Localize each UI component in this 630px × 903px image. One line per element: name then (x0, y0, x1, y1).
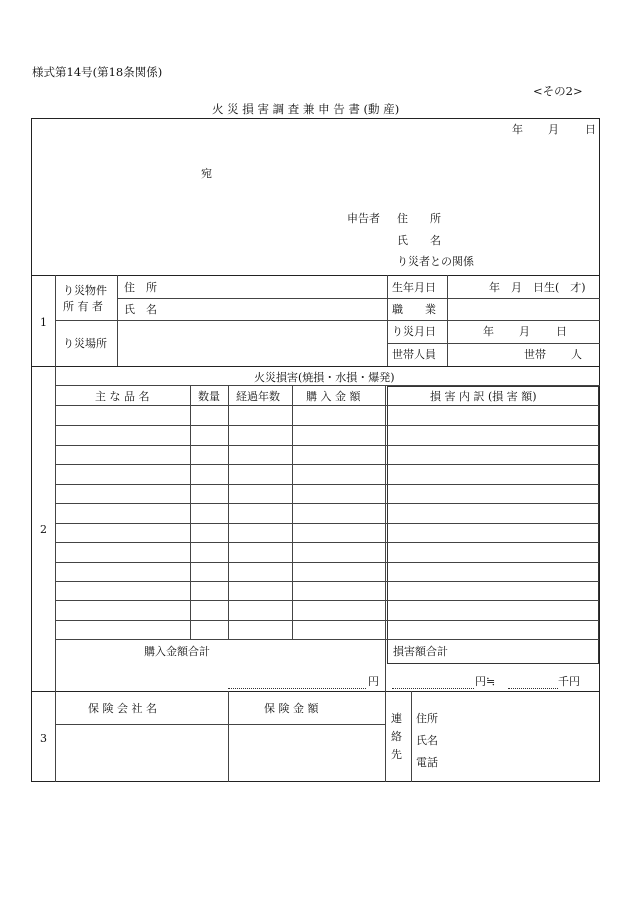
household-unit2: 人 (571, 348, 582, 361)
fire-date-label: り災月日 (392, 325, 436, 338)
contact-phone-label: 電話 (416, 756, 438, 769)
section3-number: 3 (40, 732, 47, 745)
form-id: 様式第14号(第18条関係) (32, 65, 163, 79)
fire-place-label: り災場所 (63, 337, 107, 350)
contact-name-label: 氏名 (416, 734, 438, 747)
owner-label-1: り災物件 (63, 284, 107, 297)
owner-address-label: 住 所 (124, 281, 157, 294)
owner-name-label: 氏 名 (124, 303, 157, 316)
insurer-header: 保 険 会 社 名 (88, 702, 157, 715)
job-label: 職 業 (392, 303, 436, 316)
reporter-label: 申告者 (347, 212, 380, 225)
col-item-header: 主 な 品 名 (95, 390, 150, 403)
date-month: 月 (548, 123, 559, 136)
total-purchase-label: 購入金額合計 (144, 645, 210, 658)
household-unit1: 世帯 (524, 348, 546, 361)
insured-amount-header: 保 険 金 額 (264, 702, 319, 715)
contact-char-2: 絡 (391, 730, 402, 743)
fire-date-month: 月 (519, 325, 530, 338)
section2-number: 2 (40, 523, 47, 536)
fire-date-day: 日 (556, 325, 567, 338)
date-year: 年 (512, 123, 523, 136)
col-price-header: 購 入 金 額 (306, 390, 361, 403)
form-title: 火 災 損 害 調 査 兼 申 告 書 (動 産) (212, 102, 400, 116)
relation-label: り災者との関係 (397, 255, 474, 268)
addressee-suffix: 宛 (201, 167, 212, 180)
contact-char-1: 連 (391, 712, 402, 725)
section2-heading: 火災損害(焼損・水損・爆発) (254, 371, 395, 384)
contact-address-label: 住所 (416, 712, 438, 725)
section1-number: 1 (40, 316, 47, 329)
col-years-header: 経過年数 (236, 390, 280, 403)
birth-label: 生年月日 (392, 281, 436, 294)
total-damage-thousand-yen: 千円 (558, 675, 580, 688)
owner-label-2: 所 有 者 (63, 300, 103, 313)
contact-char-3: 先 (391, 748, 402, 761)
reporter-name-label: 氏 名 (397, 234, 441, 247)
total-damage-yen-approx: 円≒ (475, 675, 496, 688)
date-day: 日 (585, 123, 596, 136)
household-label: 世帯人員 (392, 348, 436, 361)
col-damage-header: 損 害 内 訳 (損 害 額) (430, 390, 537, 403)
total-purchase-yen: 円 (368, 675, 379, 688)
col-qty-header: 数量 (198, 390, 220, 403)
reporter-address-label: 住 所 (397, 212, 441, 225)
fire-date-year: 年 (483, 325, 494, 338)
total-damage-label: 損害額合計 (393, 645, 448, 658)
birth-value: 年 月 日生( 才) (489, 281, 586, 294)
sub-number: <その2> (533, 84, 583, 98)
header-box (31, 118, 600, 276)
